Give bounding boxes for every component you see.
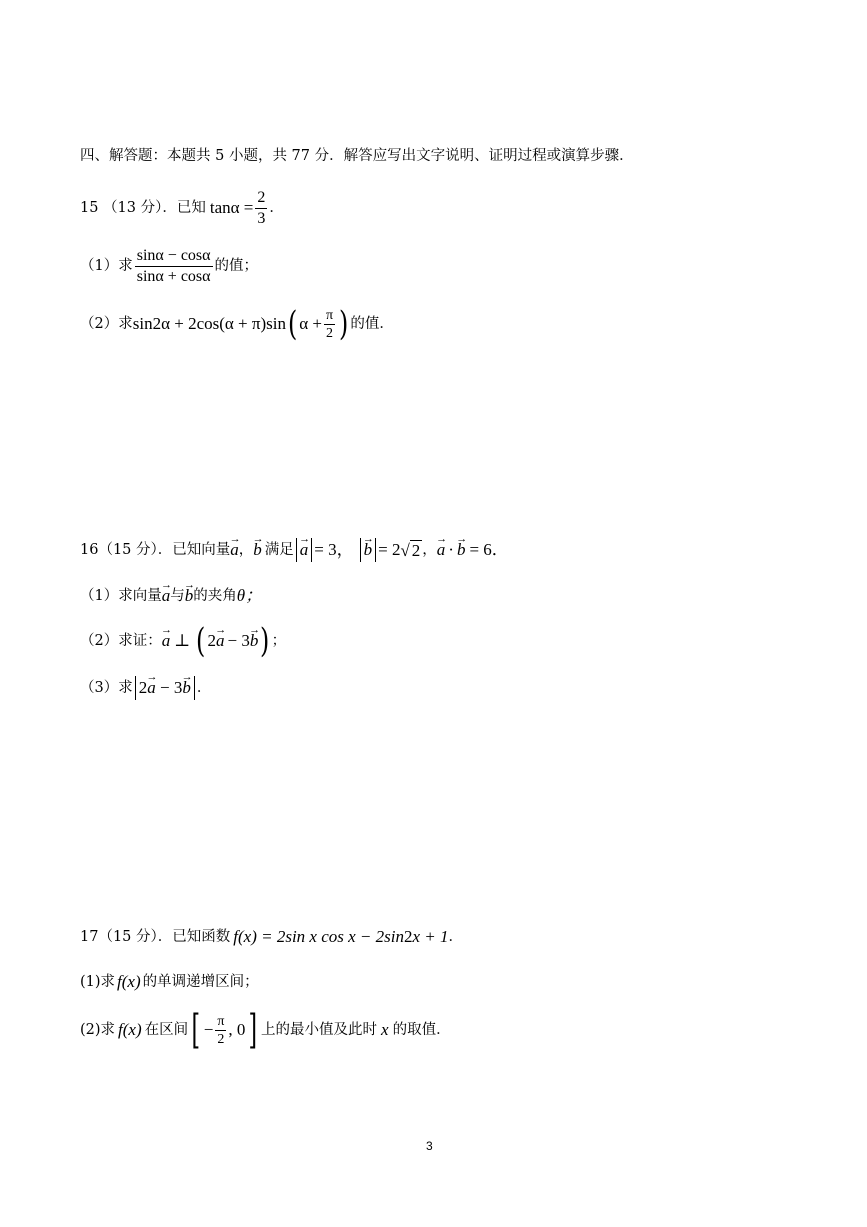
q16-p1-vec-b: → b bbox=[185, 586, 194, 606]
q17-stem-prefix: 17（15 分）．已知函数 bbox=[80, 929, 231, 945]
q16-dot-vec-a: → a bbox=[437, 540, 446, 560]
q17-p2-x: x bbox=[381, 1020, 389, 1039]
q17-p2-suffix-b: 的取值． bbox=[392, 1022, 451, 1038]
q16-dot-val: = 6． bbox=[469, 540, 509, 559]
q16-abs-a-val: = 3， bbox=[314, 540, 354, 559]
q17-p1-suffix: 的单调递增区间； bbox=[142, 974, 259, 990]
q17-func: f(x) = 2sin x cos x − 2sin bbox=[233, 927, 404, 946]
q15-p2-suffix: 的值． bbox=[350, 316, 394, 332]
q16-abs-a bbox=[296, 538, 313, 562]
q15-p1-label: （1）求 bbox=[80, 258, 133, 274]
q17-p1-label: (1)求 bbox=[80, 974, 116, 990]
q16-p3-inner-b: − 3 bbox=[159, 678, 183, 697]
q17-p2-left-bracket: [ bbox=[191, 1007, 201, 1053]
q16-p2-label: （2）求证： bbox=[80, 633, 162, 649]
section-heading-text: 四、解答题：本题共 5 小题，共 77 分．解答应写出文字说明、证明过程或演算步骤． bbox=[80, 148, 634, 164]
q17-p2-func: f(x) bbox=[118, 1020, 142, 1039]
q16-abs-a-vec: → a bbox=[300, 540, 309, 560]
q16-vec-b: → b bbox=[253, 540, 262, 560]
q16-abs-b-vec: → b bbox=[364, 540, 373, 560]
q16-p2-suffix: ； bbox=[271, 633, 287, 649]
q15-part2 bbox=[80, 302, 394, 346]
q16-p3-suffix: ． bbox=[196, 680, 212, 696]
q17-part1 bbox=[80, 970, 259, 994]
q16-p2-inner-a: 2 bbox=[207, 631, 216, 650]
q17-p2-right-bracket: ] bbox=[248, 1007, 258, 1053]
q16-satisfy: 满足 bbox=[264, 542, 294, 558]
q16-comma-2: ， bbox=[422, 542, 437, 558]
q15-fraction bbox=[255, 188, 267, 229]
q17-stem-suffix: ． bbox=[448, 929, 464, 945]
q16-abs-b bbox=[360, 538, 377, 562]
section-heading bbox=[80, 146, 634, 166]
q16-p3-inner-vec-b: → b bbox=[182, 678, 191, 698]
q16-dot-vec-b: → b bbox=[457, 540, 466, 560]
q16-p2-inner-vec-b: → b bbox=[250, 631, 259, 651]
q16-stem-prefix: 16（15 分）．已知向量 bbox=[80, 542, 231, 558]
q16-comma-1: ， bbox=[238, 542, 254, 558]
q15-p2-expr-b: α + 2cos(α + π)sin bbox=[161, 314, 286, 333]
q15-p2-expr-a: sin bbox=[132, 314, 153, 333]
q15-p2-left-paren: ( bbox=[287, 304, 298, 344]
q15-stem bbox=[80, 186, 284, 230]
q15-p2-inner: α + bbox=[299, 314, 322, 333]
q15-p2-label: （2）求 bbox=[80, 316, 133, 332]
q15-frac-num: 2 bbox=[257, 188, 266, 206]
q17-p2-zero: , 0 bbox=[228, 1020, 246, 1039]
q17-func-end: x + 1 bbox=[412, 927, 449, 946]
q17-p2-label: (2)求 bbox=[80, 1022, 116, 1038]
q15-p2-frac-den: 2 bbox=[326, 325, 334, 341]
q15-p2-frac-num: π bbox=[326, 307, 334, 323]
q17-p2-frac-den: 2 bbox=[217, 1031, 225, 1047]
q17-stem bbox=[80, 926, 463, 948]
q16-part3 bbox=[80, 674, 211, 702]
q16-p3-inner-a: 2 bbox=[138, 678, 148, 697]
q15-stem-prefix: 15 （13 分）．已知 bbox=[80, 200, 206, 216]
q17-func-sup: 2 bbox=[403, 927, 413, 946]
q17-p2-neg: − bbox=[203, 1020, 214, 1039]
q16-p2-perp: ⊥ bbox=[174, 631, 191, 650]
q16-sqrt-radicand: 2 bbox=[411, 540, 421, 560]
q16-p3-abs bbox=[135, 676, 195, 700]
q16-stem bbox=[80, 536, 509, 564]
q16-part1 bbox=[80, 584, 262, 608]
q16-p1-theta: θ； bbox=[236, 586, 263, 605]
q15-part1 bbox=[80, 244, 258, 288]
q16-dot-symbol: · bbox=[448, 540, 454, 559]
q15-p1-den: sinα + cosα bbox=[136, 267, 211, 285]
q16-p3-label: （3）求 bbox=[80, 680, 133, 696]
q16-p2-right-paren: ) bbox=[260, 621, 270, 661]
q16-p1-mid: 与 bbox=[170, 588, 185, 604]
q15-frac-den: 3 bbox=[257, 209, 266, 227]
q17-p2-frac-num: π bbox=[217, 1013, 225, 1029]
q16-vec-a: → a bbox=[230, 540, 239, 560]
q17-p2-fraction bbox=[215, 1013, 226, 1048]
q15-tan-expr: tanα = bbox=[209, 198, 254, 217]
q16-p1-suffix: 的夹角 bbox=[193, 588, 237, 604]
q15-p2-fraction bbox=[324, 307, 335, 342]
q17-p1-func: f(x) bbox=[117, 972, 141, 991]
q16-sqrt: √ 2 bbox=[400, 540, 421, 560]
q17-part2 bbox=[80, 1008, 451, 1052]
q17-p2-mid: 在区间 bbox=[144, 1022, 189, 1038]
q16-p2-vec-a: → a bbox=[162, 631, 171, 651]
q16-part2 bbox=[80, 621, 287, 661]
q15-p2-right-paren: ) bbox=[339, 304, 349, 344]
q15-stem-suffix: ． bbox=[269, 200, 284, 216]
q16-abs-b-val: = 2 bbox=[378, 540, 401, 559]
q16-p1-vec-a: → a bbox=[162, 586, 171, 606]
q16-p1-label: （1）求向量 bbox=[80, 588, 162, 604]
q15-p2-sup: 2 bbox=[152, 314, 162, 333]
q15-p1-suffix: 的值； bbox=[214, 258, 259, 274]
q15-p1-fraction bbox=[135, 246, 213, 287]
q16-p2-inner-b: − 3 bbox=[227, 631, 250, 650]
q16-p2-inner-vec-a: → a bbox=[216, 631, 225, 651]
q16-p2-left-paren: ( bbox=[196, 621, 206, 661]
q17-p2-suffix-a: 上的最小值及此时 bbox=[261, 1022, 378, 1038]
q16-p3-inner-vec-a: → a bbox=[147, 678, 156, 698]
page-number: 3 bbox=[426, 1139, 433, 1153]
q15-p1-num: sinα − cosα bbox=[136, 246, 211, 264]
